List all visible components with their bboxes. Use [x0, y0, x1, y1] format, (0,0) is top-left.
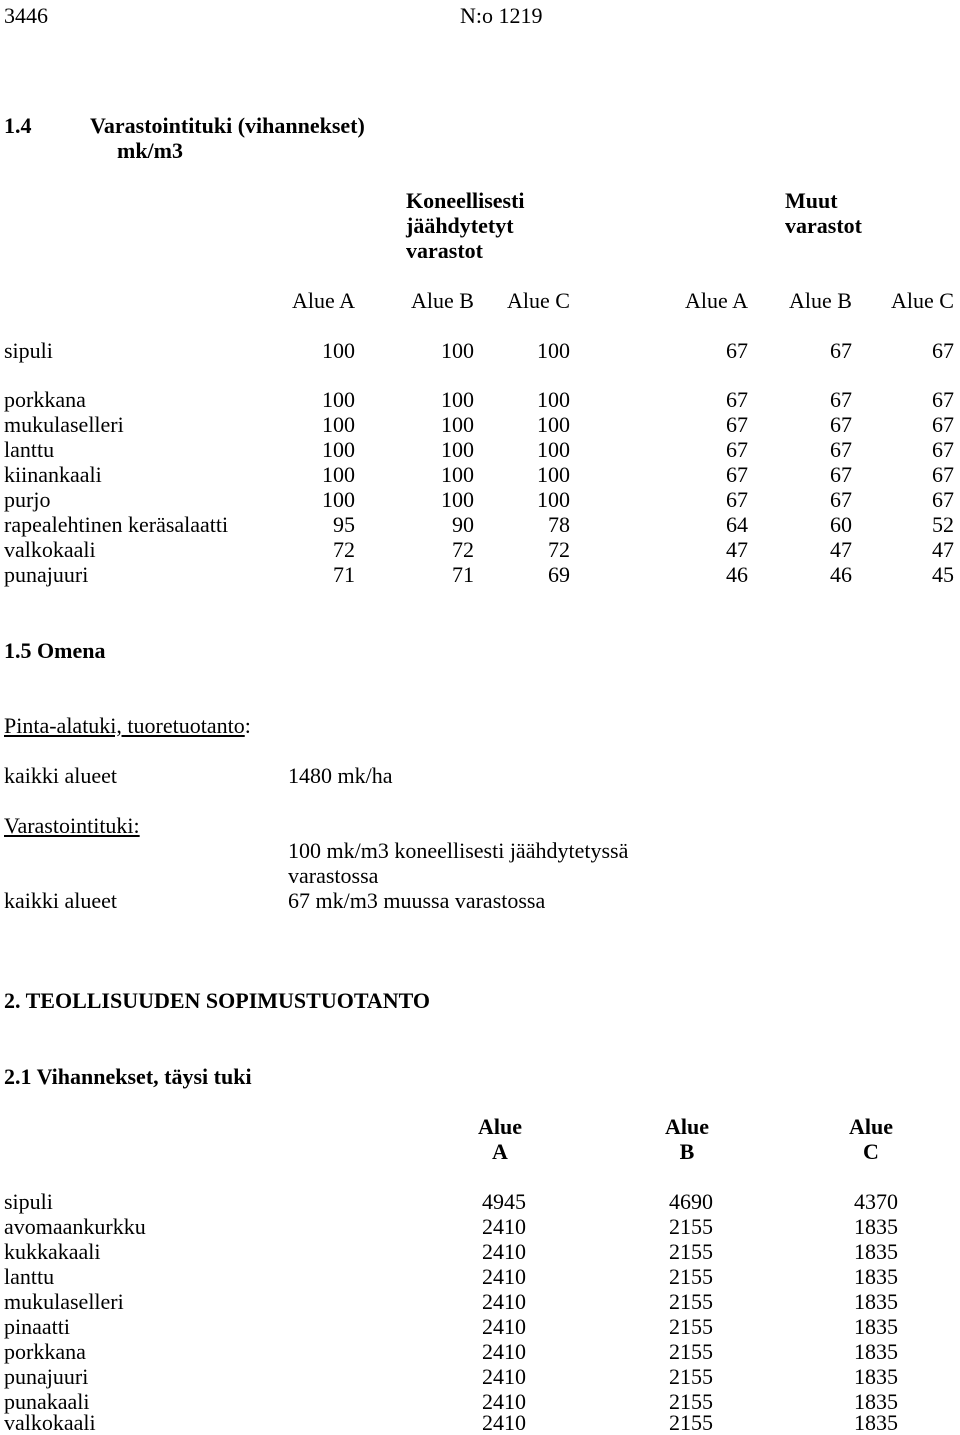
- row-label: lanttu: [4, 1264, 55, 1289]
- table-cell: 67: [830, 437, 852, 462]
- table-cell: 72: [548, 537, 570, 562]
- row-label: punakaali: [4, 1389, 90, 1414]
- column-header: Alue B: [789, 288, 852, 313]
- table-cell: 2410: [482, 1264, 526, 1289]
- table-cell: 67: [726, 338, 748, 363]
- table-cell: 2155: [669, 1214, 713, 1239]
- column-header-alue-a: [472, 1114, 528, 1164]
- table-row: [0, 487, 960, 512]
- row-label: purjo: [4, 487, 51, 512]
- column-header-alue-c: [843, 1114, 899, 1164]
- table-cell: 60: [830, 512, 852, 537]
- table-cell: 100: [537, 487, 570, 512]
- area-support-label: Pinta-alatuki, tuoretuotanto: [4, 713, 245, 738]
- table-cell: 2410: [482, 1314, 526, 1339]
- table-cell: 67: [726, 462, 748, 487]
- row-label: pinaatti: [4, 1314, 70, 1339]
- table-row: [0, 1239, 960, 1264]
- table-cell: 100: [537, 462, 570, 487]
- table-row: [0, 338, 960, 363]
- column-header-line: A: [492, 1139, 508, 1164]
- table-cell: 1835: [854, 1264, 898, 1289]
- group-header-other-line: Muut: [785, 188, 838, 213]
- issue-number: N:o 1219: [460, 3, 543, 28]
- table-cell: 67: [830, 338, 852, 363]
- table-cell: 100: [322, 462, 355, 487]
- table-cell: 100: [537, 412, 570, 437]
- table-cell: 67: [726, 387, 748, 412]
- table-cell: 4370: [854, 1189, 898, 1214]
- storage-support-line: 67 mk/m3 muussa varastossa: [288, 888, 546, 913]
- group-header-cooled-line: jäähdytetyt: [406, 213, 514, 238]
- table-cell: 2410: [482, 1239, 526, 1264]
- table-cell: 100: [322, 437, 355, 462]
- area-support-colon: :: [244, 713, 251, 738]
- area-support-heading: [4, 713, 251, 738]
- table-cell: 46: [830, 562, 852, 587]
- table-cell: 95: [333, 512, 355, 537]
- table-cell: 100: [322, 412, 355, 437]
- table-cell: 1835: [854, 1239, 898, 1264]
- group-header-other-storage: [785, 188, 862, 238]
- table-cell: 67: [932, 412, 954, 437]
- table-cell: 46: [726, 562, 748, 587]
- table-cell: 100: [322, 387, 355, 412]
- table-cell: 4945: [482, 1189, 526, 1214]
- table-cell: 67: [726, 437, 748, 462]
- table-1-4-column-headers: [0, 288, 960, 313]
- table-row: [0, 1314, 960, 1339]
- table-row: [0, 537, 960, 562]
- area-support-value: 1480 mk/ha: [288, 763, 393, 788]
- table-row: [0, 1289, 960, 1314]
- section-1-4-number: 1.4: [4, 113, 32, 138]
- section-2-1-title: 2.1 Vihannekset, täysi tuki: [4, 1064, 252, 1089]
- table-row: [0, 1264, 960, 1289]
- row-label: kukkakaali: [4, 1239, 101, 1264]
- group-header-cooled-line: Koneellisesti: [406, 188, 525, 213]
- table-cell: 72: [333, 537, 355, 562]
- row-label: lanttu: [4, 437, 55, 462]
- row-label: kiinankaali: [4, 462, 102, 487]
- table-cell: 67: [932, 338, 954, 363]
- row-label: valkokaali: [4, 1410, 96, 1435]
- table-cell: 64: [726, 512, 748, 537]
- table-cell: 45: [932, 562, 954, 587]
- column-header: Alue C: [891, 288, 954, 313]
- row-label: valkokaali: [4, 537, 96, 562]
- table-cell: 1835: [854, 1410, 898, 1435]
- table-cell: 2155: [669, 1314, 713, 1339]
- column-header: Alue C: [507, 288, 570, 313]
- table-cell: 67: [726, 487, 748, 512]
- table-cell: 2155: [669, 1289, 713, 1314]
- table-cell: 100: [441, 487, 474, 512]
- table-row: [0, 1364, 960, 1389]
- table-cell: 1835: [854, 1339, 898, 1364]
- row-label: porkkana: [4, 387, 86, 412]
- table-cell: 47: [830, 537, 852, 562]
- area-support-region: kaikki alueet: [4, 763, 118, 788]
- storage-support-region: kaikki alueet: [4, 888, 118, 913]
- table-cell: 100: [537, 338, 570, 363]
- column-header-alue-b: [659, 1114, 715, 1164]
- column-header: Alue A: [292, 288, 355, 313]
- section-1-4-title: Varastointituki (vihannekset): [90, 113, 365, 138]
- table-cell: 67: [932, 437, 954, 462]
- table-cell: 67: [830, 487, 852, 512]
- table-cell: 2155: [669, 1239, 713, 1264]
- storage-support-line: varastossa: [288, 863, 379, 888]
- section-1-4-unit: mk/m3: [117, 138, 183, 163]
- column-header-line: B: [679, 1139, 695, 1164]
- column-header: Alue B: [411, 288, 474, 313]
- table-cell: 67: [932, 462, 954, 487]
- row-label: avomaankurkku: [4, 1214, 146, 1239]
- group-header-cooled-line: varastot: [406, 238, 483, 263]
- row-label: punajuuri: [4, 1364, 89, 1389]
- column-header-line: Alue: [665, 1114, 709, 1139]
- table-cell: 2410: [482, 1364, 526, 1389]
- table-cell: 78: [548, 512, 570, 537]
- table-cell: 71: [452, 562, 474, 587]
- table-cell: 2410: [482, 1410, 526, 1435]
- table-cell: 67: [830, 412, 852, 437]
- storage-support-line: 100 mk/m3 koneellisesti jäähdytetyssä: [288, 838, 629, 863]
- row-label: sipuli: [4, 1189, 53, 1214]
- table-cell: 52: [932, 512, 954, 537]
- table-cell: 69: [548, 562, 570, 587]
- table-row: [0, 387, 960, 412]
- table-cell: 67: [932, 487, 954, 512]
- table-cell: 2410: [482, 1339, 526, 1364]
- table-cell: 67: [830, 462, 852, 487]
- table-cell: 100: [322, 487, 355, 512]
- table-cell: 100: [441, 387, 474, 412]
- table-cell: 100: [537, 387, 570, 412]
- table-cell: 1835: [854, 1389, 898, 1414]
- table-cell: 2155: [669, 1410, 713, 1435]
- table-cell: 67: [932, 387, 954, 412]
- table-cell: 2410: [482, 1389, 526, 1414]
- table-row: [0, 562, 960, 587]
- table-row: [0, 437, 960, 462]
- table-cell: 2155: [669, 1264, 713, 1289]
- table-row: [0, 462, 960, 487]
- table-cell: 1835: [854, 1364, 898, 1389]
- column-header-line: Alue: [478, 1114, 522, 1139]
- table-cell: 100: [441, 338, 474, 363]
- table-row: [0, 412, 960, 437]
- group-header-cooled-storage: [406, 188, 525, 263]
- table-cell: 2410: [482, 1289, 526, 1314]
- group-header-other-line: varastot: [785, 213, 862, 238]
- table-row: [0, 1410, 960, 1435]
- table-cell: 100: [537, 437, 570, 462]
- table-cell: 67: [830, 387, 852, 412]
- row-label: punajuuri: [4, 562, 89, 587]
- table-row: [0, 1339, 960, 1364]
- table-cell: 2155: [669, 1339, 713, 1364]
- table-cell: 67: [726, 412, 748, 437]
- page-number: 3446: [4, 3, 48, 28]
- column-header-line: Alue: [849, 1114, 893, 1139]
- table-row: [0, 1214, 960, 1239]
- table-cell: 100: [441, 412, 474, 437]
- table-cell: 100: [441, 437, 474, 462]
- table-cell: 2155: [669, 1364, 713, 1389]
- row-label: sipuli: [4, 338, 53, 363]
- table-cell: 2410: [482, 1214, 526, 1239]
- table-cell: 47: [726, 537, 748, 562]
- column-header: Alue A: [685, 288, 748, 313]
- table-cell: 4690: [669, 1189, 713, 1214]
- table-cell: 100: [322, 338, 355, 363]
- table-cell: 1835: [854, 1214, 898, 1239]
- table-cell: 47: [932, 537, 954, 562]
- row-label: mukulaselleri: [4, 1289, 124, 1314]
- row-label: mukulaselleri: [4, 412, 124, 437]
- section-2-title: 2. TEOLLISUUDEN SOPIMUSTUOTANTO: [4, 988, 431, 1013]
- table-cell: 1835: [854, 1289, 898, 1314]
- storage-support-label: Varastointituki:: [4, 813, 140, 838]
- table-row: [0, 1189, 960, 1214]
- table-row: [0, 512, 960, 537]
- row-label: rapealehtinen keräsalaatti: [4, 512, 229, 537]
- section-1-5-title: 1.5 Omena: [4, 638, 106, 663]
- table-cell: 90: [452, 512, 474, 537]
- table-cell: 2155: [669, 1389, 713, 1414]
- table-cell: 72: [452, 537, 474, 562]
- table-cell: 100: [441, 462, 474, 487]
- row-label: porkkana: [4, 1339, 86, 1364]
- table-cell: 1835: [854, 1314, 898, 1339]
- table-cell: 71: [333, 562, 355, 587]
- column-header-line: C: [863, 1139, 879, 1164]
